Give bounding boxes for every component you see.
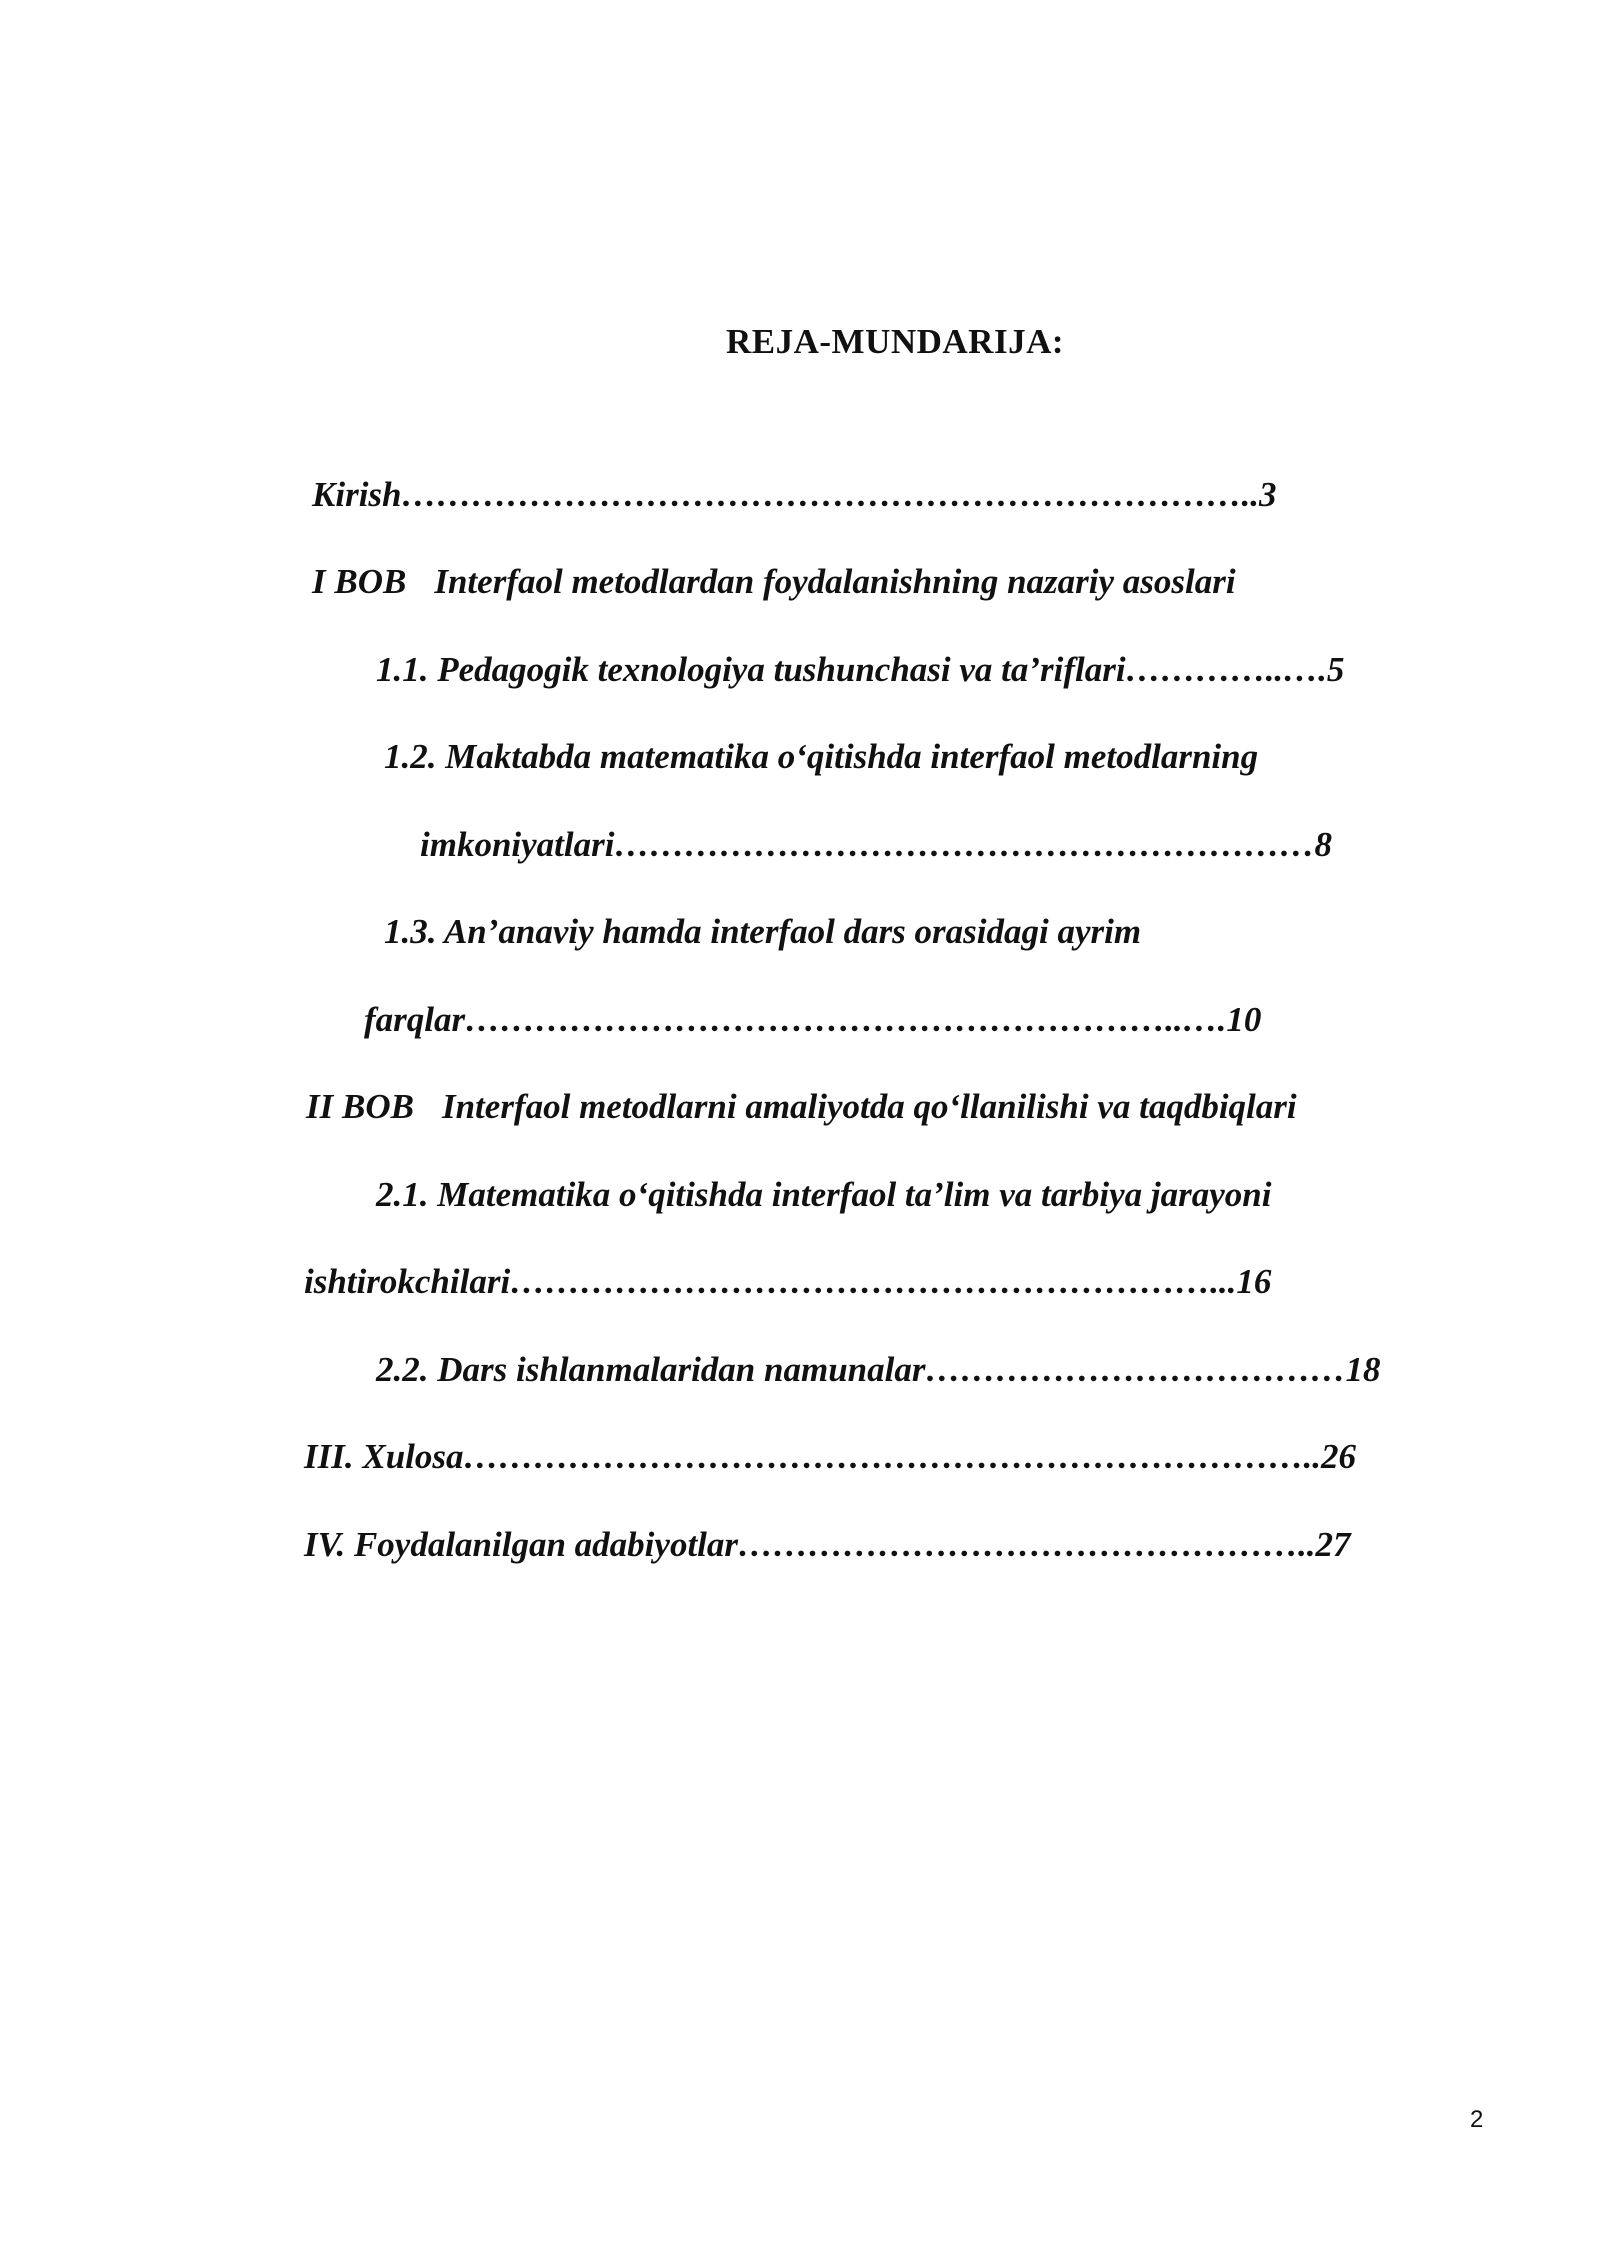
- toc-chapter-title: Interfaol metodlarni amaliyotda qo‘llanilishi va taqdbiqlari: [441, 1087, 1297, 1126]
- page-title: REJA-MUNDARIJA:: [725, 322, 1065, 361]
- toc-entry-1-2: [384, 737, 1258, 777]
- toc-entry-text: 2.1. Matematika o‘qitishda interfaol ta’lim va tarbiya jarayoni: [376, 1175, 1272, 1214]
- toc-entry-adabiyotlar: [304, 1525, 1351, 1565]
- toc-entry-1-3-continued: [364, 1000, 1261, 1040]
- toc-chapter-1: [312, 562, 1236, 602]
- toc-entry-text: ishtirokchilari……………………………………………………...16: [304, 1262, 1272, 1301]
- toc-entry-1-3: [384, 912, 1141, 952]
- toc-entry-text: imkoniyatlari……………………………………………………8: [420, 825, 1332, 864]
- toc-entry-xulosa: [304, 1437, 1356, 1477]
- toc-chapter-2: [306, 1087, 1297, 1127]
- toc-chapter-title: Interfaol metodlardan foydalanishning nazariy asoslari: [434, 562, 1236, 601]
- toc-chapter-label: II BOB: [306, 1087, 414, 1126]
- page-number: 2: [1470, 2106, 1484, 2133]
- toc-entry-text: IV. Foydalanilgan adabiyotlar…………………………………………..27: [304, 1525, 1351, 1564]
- toc-entry-text: Kirish………………………………………………………………..3: [312, 475, 1277, 514]
- toc-entry-1-1: [376, 650, 1344, 690]
- toc-entry-text: 1.3. An’anaviy hamda interfaol dars orasidagi ayrim: [384, 912, 1142, 951]
- toc-entry-2-2: [376, 1350, 1381, 1390]
- toc-entry-text: 1.1. Pedagogik texnologiya tushunchasi va ta’riflari…………..….5: [376, 650, 1345, 689]
- toc-entry-text: 2.2. Dars ishlanmalaridan namunalar………………………………18: [376, 1350, 1381, 1389]
- toc-entry-2-1-continued: [304, 1262, 1271, 1302]
- toc-entry-text: 1.2. Maktabda matematika o‘qitishda interfaol metodlarning: [384, 737, 1259, 776]
- toc-chapter-label: I BOB: [312, 562, 407, 601]
- toc-entry-text: farqlar……………………………………………………..….10: [364, 1000, 1262, 1039]
- toc-entry-kirish: [312, 475, 1277, 515]
- toc-entry-2-1: [376, 1175, 1271, 1215]
- toc-entry-1-2-continued: [420, 825, 1332, 865]
- toc-entry-text: III. Xulosa………………………………………………………………..26: [304, 1437, 1357, 1476]
